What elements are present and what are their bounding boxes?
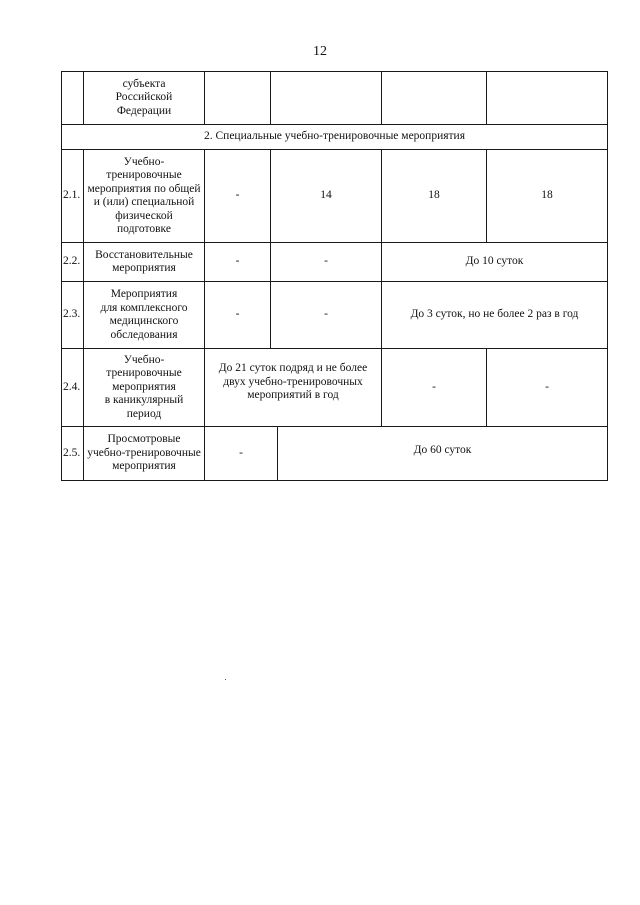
table-rule bbox=[204, 71, 205, 124]
table-cell: 18 bbox=[428, 189, 440, 202]
merged-cell: До 10 суток bbox=[465, 255, 524, 268]
table-cell: - bbox=[239, 446, 243, 459]
row-number: 2.2. bbox=[63, 255, 81, 268]
requirements-table bbox=[61, 71, 608, 481]
row-label: Просмотровые учебно-тренировочные мероприятия bbox=[87, 433, 201, 473]
merged-cell: До 21 суток подряд и не более двух учебно-тренировочных мероприятий в год bbox=[218, 362, 368, 401]
table-cell: - bbox=[432, 380, 436, 393]
row-label: Восстановительные мероприятия bbox=[95, 248, 193, 274]
table-cell: - bbox=[545, 380, 549, 393]
row-number: 2.5. bbox=[63, 446, 81, 459]
merged-cell: До 3 суток, но не более 2 раз в год bbox=[410, 308, 579, 321]
table-rule bbox=[607, 71, 608, 481]
table-cell: 18 bbox=[541, 189, 553, 202]
row-label: Учебно- тренировочные мероприятия по общей и (или) специальной физической подготовке bbox=[87, 155, 201, 235]
table-cell: - bbox=[324, 255, 328, 268]
table-rule bbox=[61, 480, 608, 481]
row-label: Мероприятия для комплексного медицинского обследования bbox=[100, 288, 188, 341]
table-rule bbox=[270, 71, 271, 124]
scan-speck bbox=[225, 679, 226, 680]
table-cell: - bbox=[324, 308, 328, 321]
table-cell: - bbox=[235, 255, 240, 268]
table-cell: - bbox=[235, 308, 240, 321]
table-cell: 14 bbox=[320, 189, 332, 202]
table-rule bbox=[486, 71, 487, 124]
continuation-label: субъекта Российской Федерации bbox=[115, 77, 173, 117]
page-number: 12 bbox=[313, 44, 327, 59]
table-cell: - bbox=[235, 189, 240, 202]
row-number: 2.1. bbox=[63, 189, 81, 202]
row-number: 2.3. bbox=[63, 308, 81, 321]
table-rule bbox=[381, 71, 382, 124]
row-number: 2.4. bbox=[63, 380, 81, 393]
row-label: Учебно- тренировочные мероприятия в каникулярный период bbox=[104, 353, 184, 420]
merged-cell: До 60 суток bbox=[413, 444, 472, 456]
section-title: 2. Специальные учебно-тренировочные мероприятия bbox=[204, 130, 465, 143]
